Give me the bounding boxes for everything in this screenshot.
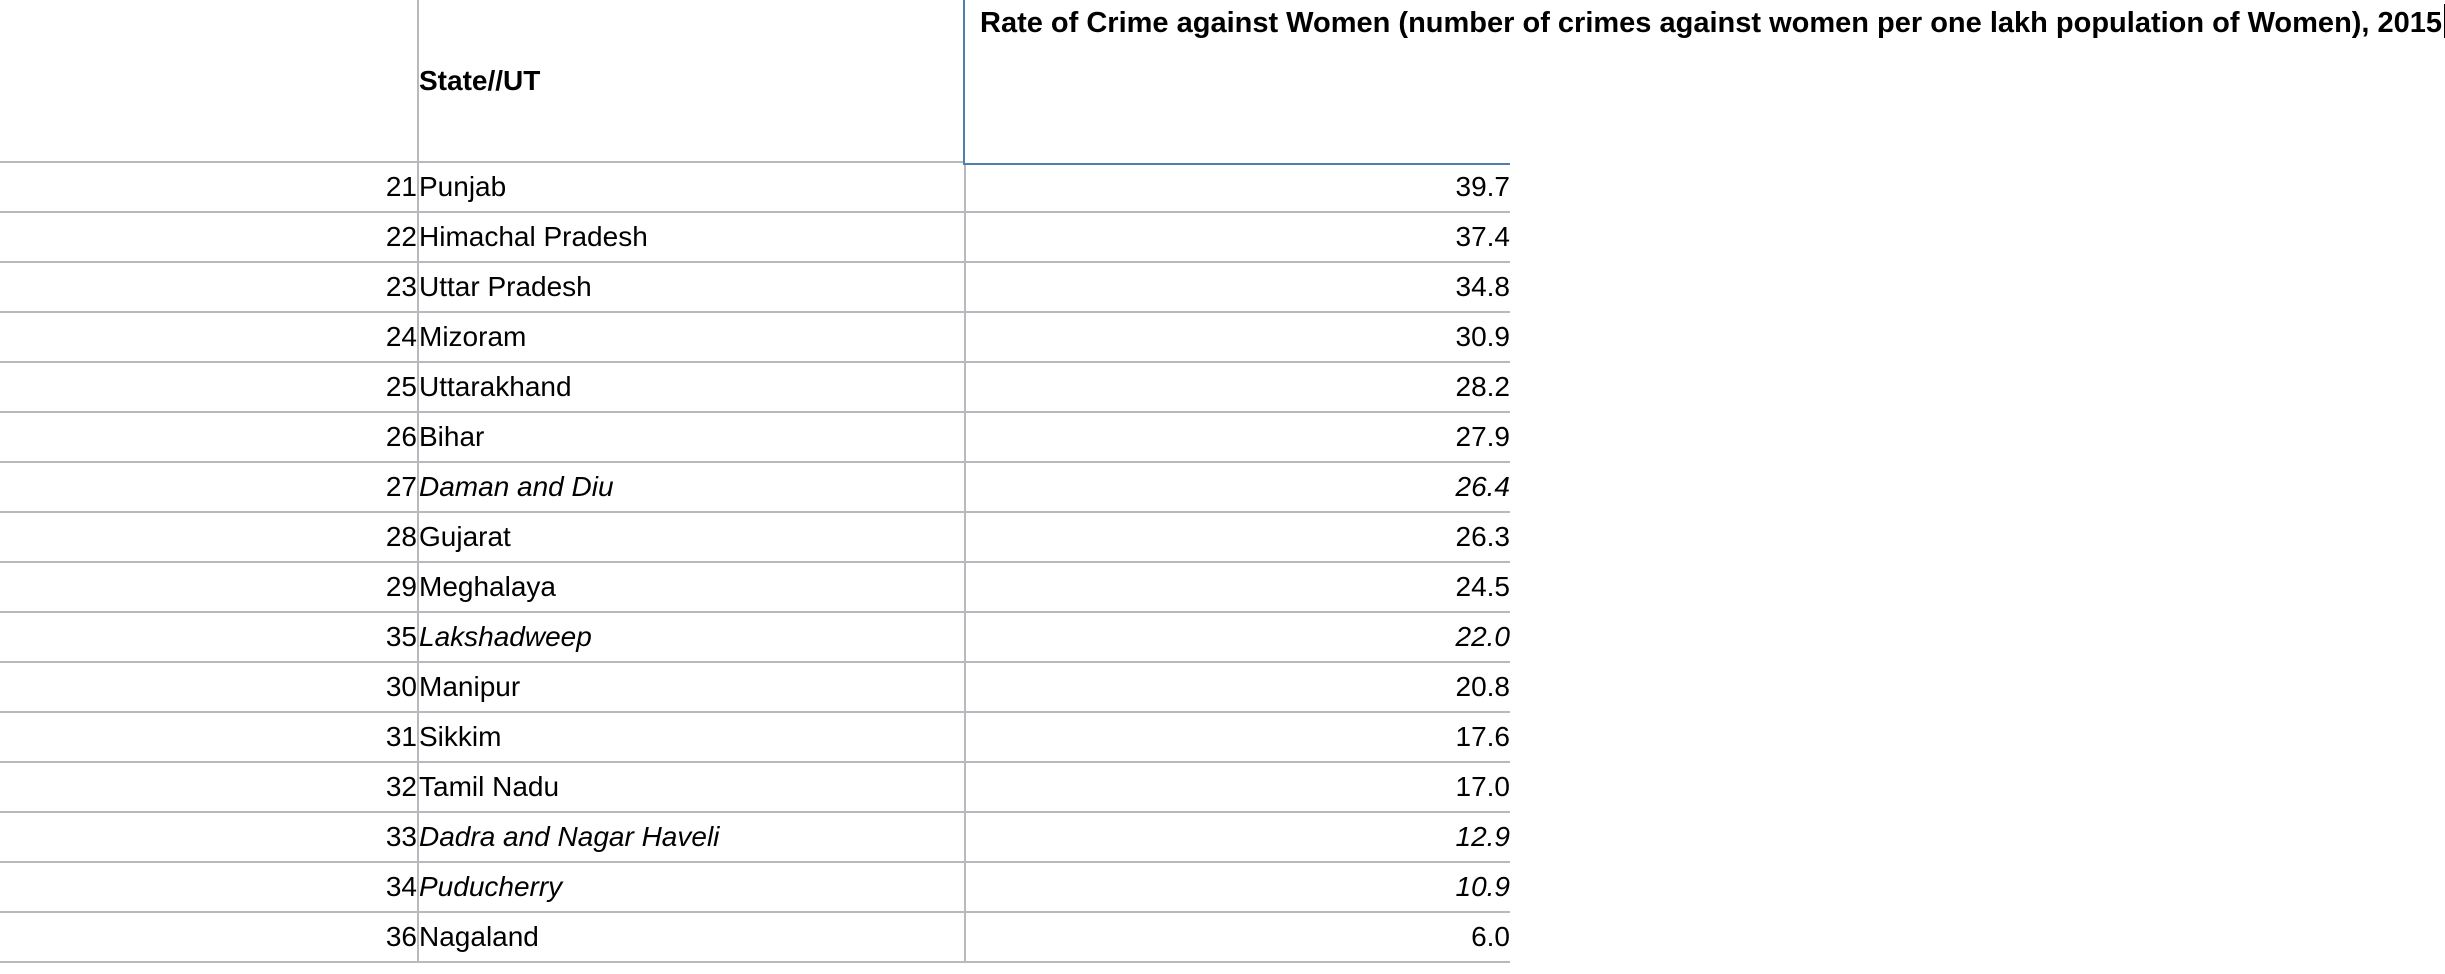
table-row	[0, 662, 1510, 712]
state-cell[interactable]: Gujarat	[418, 512, 965, 562]
header-cell-rank[interactable]	[0, 0, 418, 162]
rate-cell[interactable]: 34.8	[965, 262, 1510, 312]
header-rate-label: Rate of Crime against Women (number of crimes against women per one lakh population of Women), 2015	[980, 7, 2443, 39]
state-cell[interactable]: Daman and Diu	[418, 462, 965, 512]
table-row	[0, 412, 1510, 462]
table-row	[0, 262, 1510, 312]
state-cell[interactable]: Puducherry	[418, 862, 965, 912]
header-row	[0, 0, 1510, 162]
rate-cell[interactable]: 17.0	[965, 762, 1510, 812]
rate-cell[interactable]: 28.2	[965, 362, 1510, 412]
rank-cell[interactable]: 27	[0, 462, 418, 512]
rate-cell[interactable]: 17.6	[965, 712, 1510, 762]
rank-cell[interactable]: 30	[0, 662, 418, 712]
state-cell[interactable]: Bihar	[418, 412, 965, 462]
table-row	[0, 912, 1510, 962]
selected-cell-editor[interactable]	[963, 0, 2443, 165]
state-cell[interactable]: Dadra and Nagar Haveli	[418, 812, 965, 862]
rank-cell[interactable]: 33	[0, 812, 418, 862]
table-row	[0, 612, 1510, 662]
table-row	[0, 812, 1510, 862]
rate-cell[interactable]: 26.3	[965, 512, 1510, 562]
table-row	[0, 162, 1510, 212]
rate-cell[interactable]: 10.9	[965, 862, 1510, 912]
rate-cell[interactable]: 39.7	[965, 162, 1510, 212]
header-state-label: State//UT	[419, 64, 541, 96]
table-row	[0, 312, 1510, 362]
table-row	[0, 212, 1510, 262]
state-cell[interactable]: Nagaland	[418, 912, 965, 962]
rate-cell[interactable]: 30.9	[965, 312, 1510, 362]
rank-cell[interactable]: 36	[0, 912, 418, 962]
table-row	[0, 762, 1510, 812]
state-cell[interactable]: Manipur	[418, 662, 965, 712]
rank-cell[interactable]: 32	[0, 762, 418, 812]
rank-cell[interactable]: 29	[0, 562, 418, 612]
state-cell[interactable]: Uttarakhand	[418, 362, 965, 412]
header-cell-state[interactable]	[418, 0, 965, 162]
rate-cell[interactable]: 6.0	[965, 912, 1510, 962]
state-cell[interactable]: Punjab	[418, 162, 965, 212]
table-row	[0, 862, 1510, 912]
rate-cell[interactable]: 20.8	[965, 662, 1510, 712]
table-row	[0, 562, 1510, 612]
rate-cell[interactable]: 24.5	[965, 562, 1510, 612]
rank-cell[interactable]: 21	[0, 162, 418, 212]
rate-cell[interactable]: 26.4	[965, 462, 1510, 512]
rank-cell[interactable]: 31	[0, 712, 418, 762]
state-cell[interactable]: Himachal Pradesh	[418, 212, 965, 262]
state-cell[interactable]: Meghalaya	[418, 562, 965, 612]
table-row	[0, 462, 1510, 512]
rate-cell[interactable]: 12.9	[965, 812, 1510, 862]
rank-cell[interactable]: 26	[0, 412, 418, 462]
state-cell[interactable]: Lakshadweep	[418, 612, 965, 662]
rank-cell[interactable]: 23	[0, 262, 418, 312]
rank-cell[interactable]: 35	[0, 612, 418, 662]
rank-cell[interactable]: 24	[0, 312, 418, 362]
table-row	[0, 512, 1510, 562]
table-row	[0, 362, 1510, 412]
state-cell[interactable]: Tamil Nadu	[418, 762, 965, 812]
header-cell-rate-selected[interactable]	[965, 0, 2443, 162]
rank-cell[interactable]: 28	[0, 512, 418, 562]
table-row	[0, 712, 1510, 762]
state-cell[interactable]: Uttar Pradesh	[418, 262, 965, 312]
rate-cell[interactable]: 22.0	[965, 612, 1510, 662]
rate-cell[interactable]: 27.9	[965, 412, 1510, 462]
state-cell[interactable]: Sikkim	[418, 712, 965, 762]
state-cell[interactable]: Mizoram	[418, 312, 965, 362]
rate-cell[interactable]: 37.4	[965, 212, 1510, 262]
rank-cell[interactable]: 25	[0, 362, 418, 412]
rank-cell[interactable]: 22	[0, 212, 418, 262]
rank-cell[interactable]: 34	[0, 862, 418, 912]
